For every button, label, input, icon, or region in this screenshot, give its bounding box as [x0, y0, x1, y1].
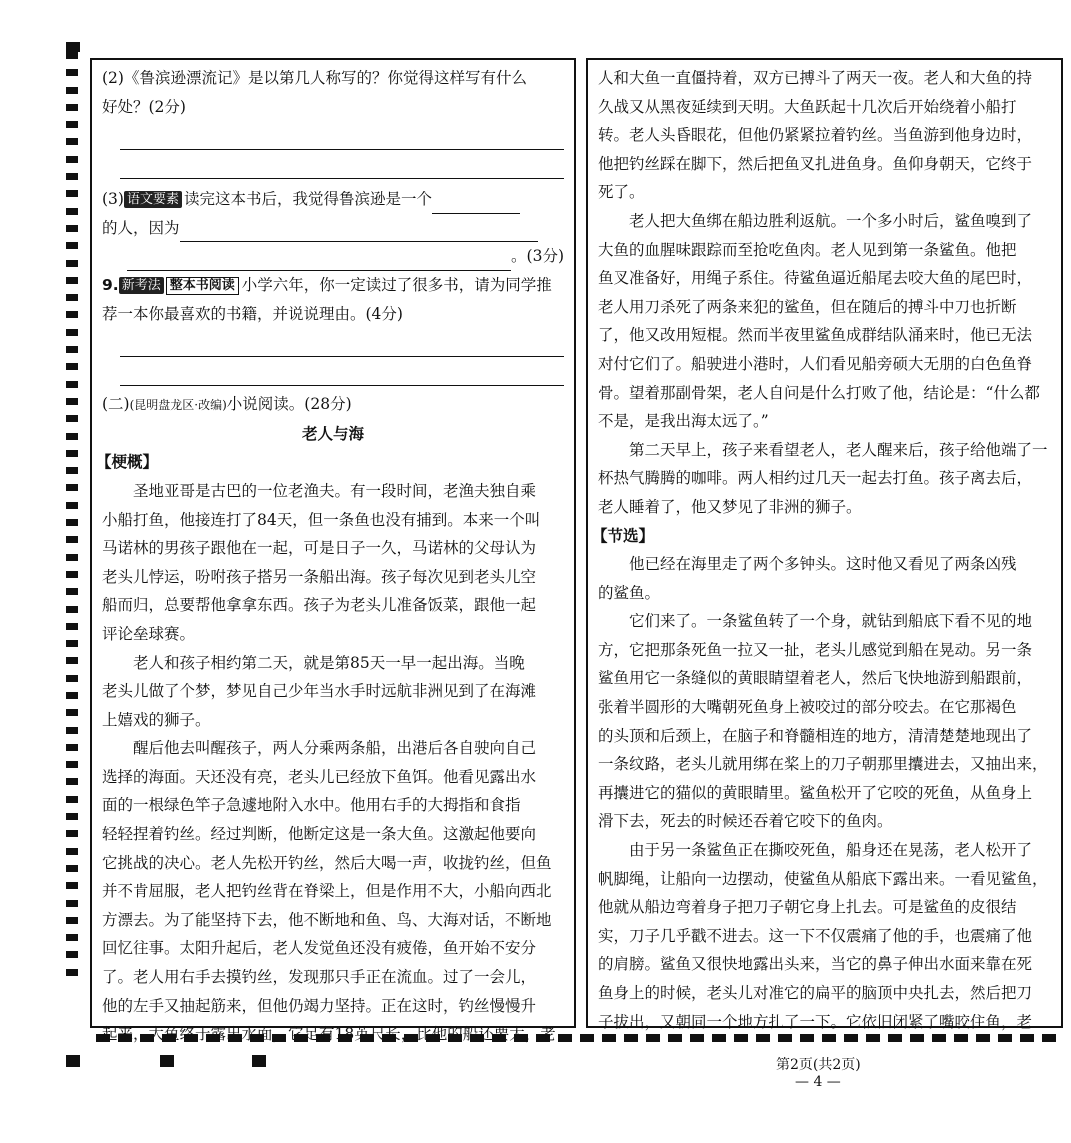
q3-line-1: (3) 语文要素 读完这本书后，我觉得鲁滨逊是一个	[102, 185, 564, 214]
text-line: 鱼叉准备好，用绳子系住。待鲨鱼逼近船尾去咬大鱼的尾巴时，	[598, 269, 1033, 288]
dash-mark	[580, 1034, 594, 1042]
margin-mark	[66, 709, 78, 716]
text-line: 死了。	[598, 183, 645, 202]
margin-mark	[66, 813, 78, 820]
left-column-panel	[90, 58, 576, 1044]
corner-mark-top-left	[66, 42, 80, 52]
q9-line-2: 荐一本你最喜欢的书籍，并说说理由。(4分)	[102, 304, 403, 323]
margin-mark	[66, 433, 78, 440]
margin-mark	[66, 588, 78, 595]
margin-mark	[66, 502, 78, 509]
margin-mark	[66, 329, 78, 336]
margin-mark	[66, 865, 78, 872]
text-line: 杯热气腾腾的咖啡。两人相约过几天一起去打鱼。孩子离去后，	[598, 469, 1033, 488]
margin-mark	[66, 484, 78, 491]
margin-mark	[66, 969, 78, 976]
text-line: 骨。望着那副骨架，老人自问是什么打败了他，结论是：“什么都	[598, 383, 1040, 402]
answer-blank-q3-c[interactable]	[127, 250, 511, 271]
text-line: 了，他又改用短棍。然而半夜里鲨鱼成群结队涌来时，他已无法	[598, 326, 1033, 345]
answer-blank-q2-2[interactable]	[120, 156, 564, 179]
margin-mark	[66, 363, 78, 370]
margin-mark	[66, 934, 78, 941]
left-margin-marks	[66, 52, 78, 986]
margin-mark	[66, 917, 78, 924]
text-line: 他已经在海里走了两个多钟头。这时他又看见了两条凶残	[629, 555, 1017, 574]
margin-mark	[66, 138, 78, 145]
text-line: 的肩膀。鲨鱼又很快地露出头来，当它的鼻子伸出水面来靠在死	[598, 955, 1033, 974]
text-line: 鱼身上的时候，老头儿对准它的扁平的脑顶中央扎去，然后把刀	[598, 984, 1033, 1002]
margin-mark	[66, 692, 78, 699]
q3-line-2	[102, 214, 564, 243]
section-2-title: 小说阅读。(28分)	[226, 395, 352, 414]
text-line: 转。老人头昏眼花，但他仍紧紧拉着钓丝。当鱼游到他身边时，	[598, 126, 1033, 145]
margin-mark	[66, 225, 78, 232]
margin-mark	[66, 121, 78, 128]
text-line: 第二天早上，孩子来看望老人，老人醒来后，孩子给他端了一	[629, 440, 1048, 459]
margin-mark	[66, 848, 78, 855]
margin-mark	[66, 87, 78, 94]
margin-mark	[66, 830, 78, 837]
margin-mark	[66, 311, 78, 318]
page-number: — 4 —	[795, 1074, 841, 1090]
q3-score: 。(3分)	[511, 247, 564, 266]
summary-text-continued	[598, 64, 1051, 522]
q2-line-1: (2)《鲁滨逊漂流记》是以第几人称写的？你觉得这样写有什么	[102, 69, 527, 87]
margin-mark	[66, 519, 78, 526]
registration-mark-1	[160, 1055, 174, 1067]
answer-blank-q9-1[interactable]	[120, 334, 564, 357]
text-line: 马诺林的男孩子跟他在一起，可是日子一久，马诺林的父母认为	[102, 539, 537, 558]
text-line: 小船打鱼，他接连打了84天，但一条鱼也没有捕到。本来一个叫	[102, 510, 541, 529]
q9-number: 9.	[102, 275, 119, 294]
q2-line-2: 好处？(2分)	[102, 97, 186, 116]
text-line: 由于另一条鲨鱼正在撕咬死鱼，船身还在晃荡，老人松开了	[629, 841, 1033, 860]
q9-line-1	[102, 271, 564, 300]
margin-mark	[66, 69, 78, 76]
text-line: 滑下去，死去的时候还吞着它咬下的鱼肉。	[598, 812, 893, 831]
text-line: 老人把大鱼绑在船边胜利返航。一个多小时后，鲨鱼嗅到了	[629, 211, 1033, 230]
text-line: 了。老人用右手去摸钓丝，发现那只手正在流血。过了一会儿，	[102, 968, 537, 987]
margin-mark	[66, 260, 78, 267]
text-line: 一条纹路，老头儿就用绑在桨上的刀子朝那里攮进去，又抽出来，	[598, 755, 1048, 774]
margin-mark	[66, 640, 78, 647]
margin-mark	[66, 675, 78, 682]
text-line: 实，刀子几乎戳不进去。这一下不仅震痛了他的手，也震痛了他	[598, 926, 1033, 945]
text-line: 选择的海面。天还没有亮，老头儿已经放下鱼饵。他看见露出水	[102, 767, 537, 786]
margin-mark	[66, 381, 78, 388]
answer-blank-q3-a[interactable]	[432, 193, 520, 214]
answer-blank-q3-b[interactable]	[180, 221, 538, 242]
corner-mark-bottom-left	[66, 1055, 80, 1067]
text-line: 醒后他去叫醒孩子，两人分乘两条船，出港后各自驶向自己	[133, 739, 537, 758]
margin-mark	[66, 951, 78, 958]
q9-tag-new: 新考法	[119, 277, 164, 294]
margin-mark	[66, 606, 78, 613]
margin-mark	[66, 761, 78, 768]
text-line: 大鱼的血腥味跟踪而至抢吃鱼肉。老人见到第一条鲨鱼。他把	[598, 240, 1017, 259]
q3-prompt: 读完这本书后，我觉得鲁滨逊是一个	[183, 190, 432, 209]
text-line: 轻轻捏着钓丝。经过判断，他断定这是一条大鱼。这激起他要向	[102, 825, 537, 844]
text-line: 老头儿悖运，吩咐孩子搭另一条船出海。孩子每次见到老头儿空	[102, 567, 537, 586]
margin-mark	[66, 156, 78, 163]
text-line: 帆脚绳，让船向一边摆动，使鲨鱼从船底下露出来。一看见鲨鱼，	[598, 869, 1048, 888]
q3-prompt-b: 的人，因为	[102, 218, 180, 237]
story-title: 老人与海	[301, 424, 364, 443]
registration-mark-2	[252, 1055, 266, 1067]
margin-mark	[66, 778, 78, 785]
summary-text	[102, 477, 564, 1049]
margin-mark	[66, 415, 78, 422]
excerpt-text	[598, 550, 1051, 1036]
text-line: 起来，大鱼终于露出水面，它足有18英尺长，比他的船还要大，老	[102, 1025, 556, 1044]
margin-mark	[66, 536, 78, 543]
text-line: 它们来了。一条鲨鱼转了一个身，就钻到船底下看不见的地	[629, 612, 1033, 631]
text-line: 方，它把那条死鱼一拉又一扯，老头儿感觉到船在晃动。另一条	[598, 640, 1033, 659]
margin-mark	[66, 744, 78, 751]
answer-blank-q9-2[interactable]	[120, 363, 564, 386]
q9-prompt-1: 小学六年，你一定读过了很多书，请为同学推	[241, 275, 552, 294]
text-line: 老头儿做了个梦，梦见自己少年当水手时远航非洲见到了在海滩	[102, 682, 537, 701]
text-line: 上嬉戏的狮子。	[102, 710, 211, 729]
page-indicator: 第2页(共2页)	[776, 1057, 861, 1073]
margin-mark	[66, 623, 78, 630]
text-line: 老人用刀杀死了两条来犯的鲨鱼，但在随后的搏斗中刀也折断	[598, 297, 1017, 316]
margin-mark	[66, 900, 78, 907]
margin-mark	[66, 796, 78, 803]
text-line: 他把钓丝踩在脚下，然后把鱼叉扎进鱼身。鱼仰身朝天，它终于	[598, 154, 1033, 173]
q3-tag: 语文要素	[124, 191, 182, 208]
q3-line-3	[102, 242, 564, 271]
margin-mark	[66, 173, 78, 180]
margin-mark	[66, 657, 78, 664]
margin-mark	[66, 450, 78, 457]
text-line: 鲨鱼用它一条缝似的黄眼睛望着老人，然后飞快地游到船跟前，	[598, 669, 1033, 688]
text-line: 圣地亚哥是古巴的一位老渔夫。有一段时间，老渔夫独自乘	[133, 481, 537, 500]
margin-mark	[66, 104, 78, 111]
margin-mark	[66, 208, 78, 215]
text-line: 老人和孩子相约第二天，就是第85天一早一起出海。当晚	[133, 653, 525, 672]
margin-mark	[66, 346, 78, 353]
section-2-heading	[102, 390, 564, 420]
text-line: 船而归，总要帮他拿拿东西。孩子为老头儿准备饭菜，跟他一起	[102, 596, 537, 615]
text-line: 面的一根绿色竿子急遽地附入水中。他用右手的大拇指和食指	[102, 796, 521, 815]
text-line: 他就从船边弯着身子把刀子朝它身上扎去。可是鲨鱼的皮很结	[598, 898, 1017, 917]
section-2-source: (昆明盘龙区·改编)	[129, 398, 227, 413]
margin-mark	[66, 190, 78, 197]
text-line: 他的左手又抽起筋来，但他仍竭力坚持。正在这时，钓丝慢慢升	[102, 996, 537, 1015]
margin-mark	[66, 882, 78, 889]
text-line: 老人睡着了，他又梦见了非洲的狮子。	[598, 497, 862, 516]
text-line: 人和大鱼一直僵持着，双方已搏斗了两天一夜。老人和大鱼的持	[598, 69, 1033, 87]
text-line: 张着半圆形的大嘴朝死鱼身上被咬过的部分咬去。在它那褐色	[598, 698, 1017, 717]
margin-mark	[66, 571, 78, 578]
margin-mark	[66, 294, 78, 301]
excerpt-heading: 【节选】	[592, 526, 655, 545]
margin-mark	[66, 242, 78, 249]
text-line: 并不肯屈服，老人把钓丝背在脊梁上，但是作用不大，小船向西北	[102, 882, 552, 901]
text-line: 的头顶和后颈上，在脑子和脊髓相连的地方，清清楚楚地现出了	[598, 726, 1033, 745]
margin-mark	[66, 52, 78, 59]
section-2-num: (二)	[102, 395, 130, 414]
margin-mark	[66, 727, 78, 734]
text-line: 子拔出，又朝同一个地方扎了一下。它依旧闭紧了嘴咬住鱼，老	[598, 1012, 1033, 1031]
text-line: 评论垒球赛。	[102, 624, 196, 643]
margin-mark	[66, 398, 78, 405]
answer-blank-q2-1[interactable]	[120, 127, 564, 150]
summary-heading: 【梗概】	[96, 453, 159, 472]
text-line: 的鲨鱼。	[598, 583, 661, 602]
margin-mark	[66, 277, 78, 284]
margin-mark	[66, 554, 78, 561]
text-line: 不是，是我出海太远了。”	[598, 412, 769, 431]
text-line: 对付它们了。船驶进小港时，人们看见船旁硕大无朋的白色鱼脊	[598, 354, 1033, 373]
text-line: 它挑战的决心。老人先松开钓丝，然后大喝一声，收拢钓丝，但鱼	[102, 853, 552, 872]
q9-tag-book: 整本书阅读	[166, 277, 239, 295]
text-line: 久战又从黑夜延续到天明。大鱼跃起十几次后开始绕着小船打	[598, 97, 1017, 116]
text-line: 回忆往事。太阳升起后，老人发觉鱼还没有疲倦，鱼开始不安分	[102, 939, 537, 958]
margin-mark	[66, 467, 78, 474]
text-line: 再攮进它的猫似的黄眼睛里。鲨鱼松开了它咬的死鱼，从鱼身上	[598, 783, 1033, 802]
text-line: 方漂去。为了能坚持下去，他不断地和鱼、鸟、大海对话，不断地	[102, 910, 552, 929]
right-column-panel	[586, 58, 1063, 1031]
